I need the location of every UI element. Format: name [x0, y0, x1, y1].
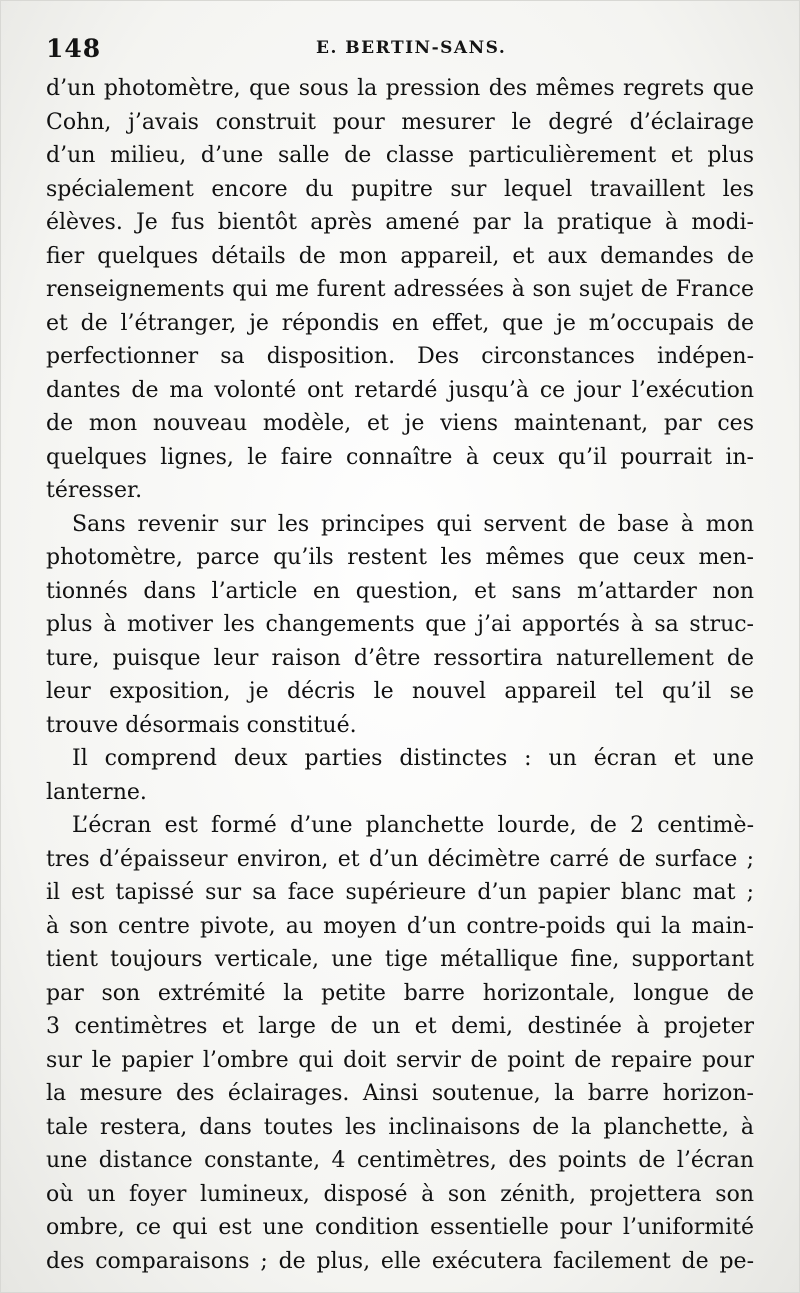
text-line: de mon nouveau modèle, et je viens maintenant, par ces	[46, 411, 754, 436]
text-line: sur le papier l’ombre qui doit servir de point de repaire pour	[46, 1047, 754, 1073]
text-line: et de l’étranger, je répondis en effet, que je m’occupais de	[46, 310, 754, 336]
running-head: E. BERTIN-SANS.	[316, 38, 507, 58]
text-line: où un foyer lumineux, disposé à son zénith, projettera son	[46, 1181, 754, 1207]
text-line: téresser.	[46, 478, 143, 503]
text-line: une distance constante, 4 centimètres, des points de l’écran	[46, 1148, 754, 1173]
text-line: des comparaisons ; de plus, elle exécutera facilement de pe-	[46, 1248, 754, 1274]
text-line: fier quelques détails de mon appareil, et aux demandes de	[46, 243, 754, 269]
text-line: leur exposition, je décris le nouvel appareil tel qu’il se	[46, 679, 754, 704]
body-text	[46, 72, 754, 1278]
text-line: à son centre pivote, au moyen d’un contre-poids qui la main-	[46, 913, 754, 939]
text-line: ombre, ce qui est une condition essentielle pour l’uniformité	[46, 1215, 754, 1240]
text-line: dantes de ma volonté ont retardé jusqu’à ce jour l’exécution	[46, 377, 754, 403]
text-line: tient toujours verticale, une tige métallique fine, supportant	[46, 947, 754, 972]
text-line: tres d’épaisseur environ, et d’un décimètre carré de surface ;	[46, 846, 754, 872]
text-line: Sans revenir sur les principes qui servent de base à mon	[72, 511, 754, 537]
text-line: tale restera, dans toutes les inclinaisons de la planchette, à	[46, 1114, 754, 1140]
text-line: plus à motiver les changements que j’ai apportés à sa struc-	[46, 612, 754, 637]
text-line: ture, puisque leur raison d’être ressortira naturellement de	[46, 645, 754, 671]
text-line: il est tapissé sur sa face supérieure d’un papier blanc mat ;	[46, 880, 754, 905]
text-line: spécialement encore du pupitre sur lequel travaillent les	[46, 176, 754, 202]
page-header	[46, 32, 754, 68]
text-line: par son extrémité la petite barre horizontale, longue de	[46, 980, 754, 1006]
text-line: lanterne.	[46, 779, 147, 805]
text-line: photomètre, parce qu’ils restent les mêmes que ceux men-	[46, 545, 754, 570]
text-line: quelques lignes, le faire connaître à ceux qu’il pourrait in-	[46, 444, 754, 470]
text-line: perfectionner sa disposition. Des circonstances indépen-	[46, 344, 754, 369]
text-line: la mesure des éclairages. Ainsi soutenue, la barre horizon-	[46, 1081, 754, 1106]
page-number: 148	[46, 34, 102, 63]
text-line: tionnés dans l’article en question, et sans m’attarder non	[46, 578, 754, 604]
text-line: Il comprend deux parties distinctes : un écran et une	[72, 746, 754, 771]
text-line: d’un milieu, d’une salle de classe particulièrement et plus	[46, 143, 754, 168]
text-line: renseignements qui me furent adressées à son sujet de France	[46, 277, 754, 302]
text-line: élèves. Je fus bientôt après amené par la pratique à modi-	[46, 210, 754, 235]
text-line: 3 centimètres et large de un et demi, destinée à projeter	[46, 1014, 754, 1039]
text-line: d’un photomètre, que sous la pression des mêmes regrets que	[46, 76, 754, 101]
text-line: L’écran est formé d’une planchette lourde, de 2 centimè-	[72, 813, 754, 838]
text-line: trouve désormais constitué.	[46, 712, 357, 738]
text-line: Cohn, j’avais construit pour mesurer le degré d’éclairage	[46, 109, 754, 135]
